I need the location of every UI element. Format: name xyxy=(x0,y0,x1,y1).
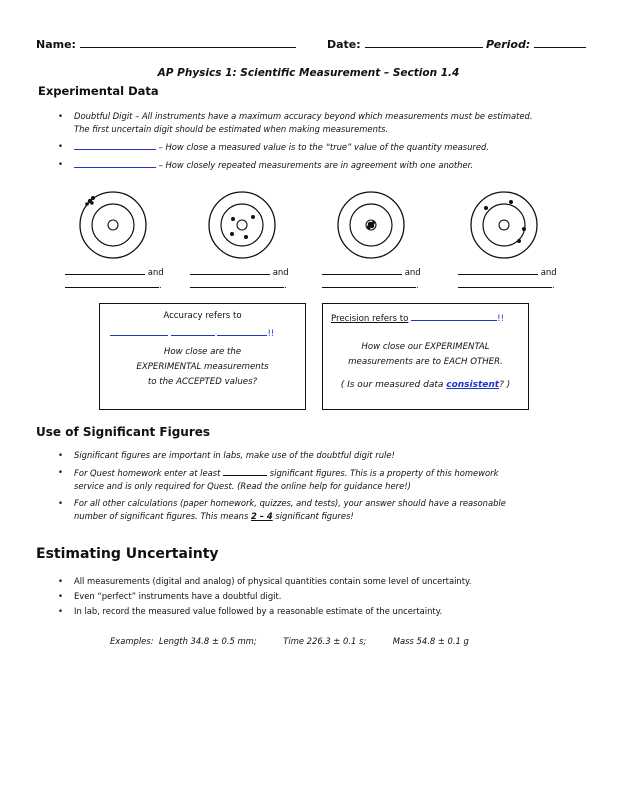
and-label: and xyxy=(404,268,421,278)
list-item xyxy=(55,110,585,136)
list-item xyxy=(55,466,585,493)
bullet-icon: • xyxy=(58,450,63,460)
target-4-icon xyxy=(464,188,544,263)
answer-blank[interactable] xyxy=(190,278,284,288)
uncertainty-examples: Examples: Length 34.8 ± 0.5 mm; Time 226.3 ± 0.1 s; Mass 54.8 ± 0.1 g xyxy=(110,636,469,646)
exclaim-mark: !! xyxy=(267,329,275,339)
bullet-text: For all other calculations (paper homework, quizzes, and tests), your answer should have a reasonable xyxy=(74,498,506,508)
accuracy-answer-line[interactable] xyxy=(110,326,274,339)
answer-blank[interactable] xyxy=(322,278,416,288)
answer-blank[interactable] xyxy=(217,326,267,336)
target-2-answer[interactable] xyxy=(190,265,289,291)
bullet-text: Doubtful Digit – All instruments have a maximum accuracy beyond which measurements must be estimated. xyxy=(74,111,533,121)
bullet-text: For Quest homework enter at least xyxy=(74,468,224,478)
bullet-icon: • xyxy=(58,591,63,601)
and-label: and xyxy=(272,268,289,278)
precision-line-3c: ? ) xyxy=(499,380,511,390)
date-field[interactable] xyxy=(327,37,483,51)
name-field[interactable] xyxy=(36,37,296,51)
exclaim-mark: !! xyxy=(497,314,505,324)
uncertainty-bullets xyxy=(55,575,585,618)
bullet-text: In lab, record the measured value followed by a reasonable estimate of the uncertainty. xyxy=(74,606,443,616)
heading-experimental-data: Experimental Data xyxy=(38,84,159,98)
accuracy-head-text: Accuracy refers to xyxy=(163,311,242,321)
bullet-text-cont: The first uncertain digit should be estimated when making measurements. xyxy=(74,124,389,134)
target-1-icon xyxy=(73,188,153,263)
precision-box-head[interactable] xyxy=(331,311,504,324)
list-item xyxy=(55,497,585,523)
precision-line-2: measurements are to EACH OTHER. xyxy=(348,357,503,367)
accuracy-term-blank[interactable] xyxy=(74,140,156,150)
list-item xyxy=(55,575,585,588)
heading-significant-figures: Use of Significant Figures xyxy=(36,425,211,439)
heading-estimating-uncertainty: Estimating Uncertainty xyxy=(36,546,219,562)
targets-row xyxy=(0,188,617,263)
accuracy-line-3: to the ACCEPTED values? xyxy=(147,377,258,387)
sigfig-bullets xyxy=(55,449,585,523)
list-item xyxy=(55,590,585,603)
period-label: Period: xyxy=(486,38,531,51)
bullet-text-cont: service and is only required for Quest. (Read the online help for guidance here!) xyxy=(74,481,411,491)
accuracy-box xyxy=(99,303,306,410)
date-blank[interactable] xyxy=(365,37,483,48)
precision-line-3a: ( Is our measured data xyxy=(340,380,447,390)
precision-term-blank[interactable] xyxy=(74,158,156,168)
period-mark: . xyxy=(416,281,419,291)
bullet-text: – How close a measured value is to the “true” value of the quantity measured. xyxy=(156,142,490,152)
answer-blank[interactable] xyxy=(458,265,538,275)
bullet-icon: • xyxy=(58,141,63,151)
sigfig-count-blank[interactable] xyxy=(223,466,267,476)
target-3-icon xyxy=(331,188,411,263)
bullet-icon: • xyxy=(58,498,63,508)
sigfig-range: 2 – 4 xyxy=(251,511,273,521)
page-title: AP Physics 1: Scientific Measurement – Section 1.4 xyxy=(157,67,460,79)
and-label: and xyxy=(147,268,164,278)
bullet-icon: • xyxy=(58,111,63,121)
precision-head-text: Precision refers to xyxy=(331,314,409,324)
and-label: and xyxy=(540,268,557,278)
period-mark: . xyxy=(159,281,162,291)
list-item xyxy=(55,140,585,154)
bullet-icon: • xyxy=(58,576,63,586)
consistent-link[interactable]: consistent xyxy=(446,380,500,390)
answer-blank[interactable] xyxy=(65,278,159,288)
period-mark: . xyxy=(284,281,287,291)
date-label: Date: xyxy=(327,38,361,51)
list-item xyxy=(55,158,585,172)
precision-line-1: How close our EXPERIMENTAL xyxy=(361,342,490,352)
answer-blank[interactable] xyxy=(322,265,402,275)
accuracy-line-1: How close are the xyxy=(163,347,242,357)
bullet-icon: • xyxy=(58,606,63,616)
bullet-icon: • xyxy=(58,467,63,477)
name-blank[interactable] xyxy=(80,37,296,48)
bullet-icon: • xyxy=(58,159,63,169)
period-mark: . xyxy=(552,281,555,291)
bullet-text: Even “perfect” instruments have a doubtful digit. xyxy=(74,591,282,601)
answer-blank[interactable] xyxy=(65,265,145,275)
answer-blank[interactable] xyxy=(171,326,215,336)
period-blank[interactable] xyxy=(534,37,586,48)
name-label: Name: xyxy=(36,38,76,51)
answer-blank[interactable] xyxy=(411,311,497,321)
target-3-answer[interactable] xyxy=(322,265,421,291)
bullet-text: Significant figures are important in labs, make use of the doubtful digit rule! xyxy=(74,450,395,460)
answer-blank[interactable] xyxy=(110,326,168,336)
bullet-text: All measurements (digital and analog) of physical quantities contain some level of uncertainty. xyxy=(74,576,472,586)
answer-blank[interactable] xyxy=(190,265,270,275)
accuracy-box-head xyxy=(100,311,305,321)
bullet-text-cont: number of significant figures. This means xyxy=(74,511,251,521)
accuracy-line-2: EXPERIMENTAL measurements xyxy=(136,362,269,372)
bullet-text-end: significant figures! xyxy=(272,511,354,521)
bullet-text: – How closely repeated measurements are in agreement with one another. xyxy=(156,160,473,170)
precision-box xyxy=(322,303,529,410)
target-1-answer[interactable] xyxy=(65,265,164,291)
experimental-bullets xyxy=(55,110,585,172)
bullet-text: significant figures. This is a property of this homework xyxy=(267,468,499,478)
answer-blank[interactable] xyxy=(458,278,552,288)
period-field[interactable] xyxy=(486,37,586,51)
list-item xyxy=(55,449,585,462)
precision-line-3 xyxy=(323,378,528,392)
list-item xyxy=(55,605,585,618)
target-4-answer[interactable] xyxy=(458,265,557,291)
target-2-icon xyxy=(202,188,282,263)
